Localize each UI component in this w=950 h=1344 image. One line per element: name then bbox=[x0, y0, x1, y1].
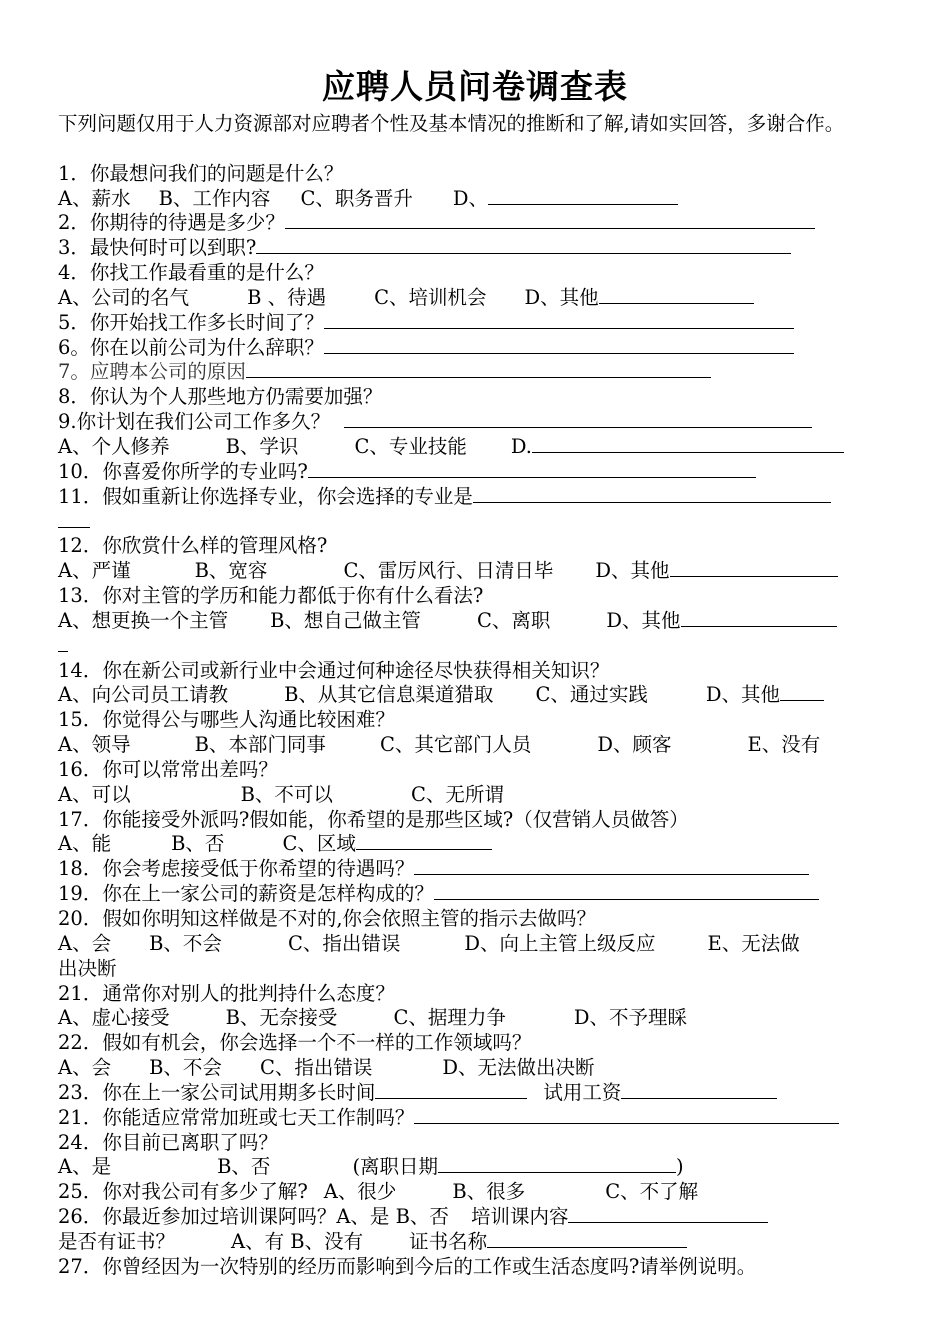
question-22: 22．假如有机会，你会选择一个不一样的工作领域吗？ bbox=[58, 1031, 532, 1055]
answer-blank[interactable] bbox=[375, 1081, 527, 1099]
question-14: 14．你在新公司或新行业中会通过何种途径尽快获得相关知识？ bbox=[58, 658, 610, 682]
question-13: 13．你对主管的学历和能力都低于你有什么看法? bbox=[58, 584, 484, 608]
question-1-options: A、薪水 B、工作内容 C、职务晋升 D、 bbox=[58, 187, 888, 212]
answer-blank[interactable] bbox=[568, 1205, 768, 1223]
answer-blank[interactable] bbox=[58, 634, 68, 652]
answer-blank[interactable] bbox=[532, 435, 844, 453]
question-21-overtime: 21．你能适应常常加班或七天工作制吗？ bbox=[58, 1106, 888, 1131]
question-4: 4．你找工作最看重的是什么？ bbox=[58, 261, 324, 285]
answer-blank[interactable] bbox=[414, 857, 809, 875]
question-11: 11．假如重新让你选择专业，你会选择的专业是 bbox=[58, 485, 888, 510]
question-17: 17．你能接受外派吗?假如能，你希望的是那些区域?（仅营销人员做答） bbox=[58, 807, 689, 831]
question-23: 23．你在上一家公司试用期多长时间 试用工资 bbox=[58, 1081, 888, 1106]
question-24: 24．你目前已离职了吗？ bbox=[58, 1130, 278, 1154]
answer-blank[interactable] bbox=[256, 236, 791, 254]
question-5: 5．你开始找工作多长时间了？ bbox=[58, 311, 888, 336]
question-21-options: A、虚心接受 B、无奈接受 C、据理力争 D、不予理睬 bbox=[58, 1006, 687, 1030]
question-13-options: A、想更换一个主管 B、想自己做主管 C、离职 D、其他 bbox=[58, 609, 888, 634]
answer-blank[interactable] bbox=[246, 360, 711, 378]
answer-blank[interactable] bbox=[356, 832, 492, 850]
question-9: 9.你计划在我们公司工作多久？ bbox=[58, 410, 888, 435]
question-25: 25．你对我公司有多少了解? A、很少 B、很多 C、不了解 bbox=[58, 1180, 699, 1204]
question-13-continued bbox=[58, 634, 888, 659]
answer-blank[interactable] bbox=[324, 336, 794, 354]
answer-blank[interactable] bbox=[414, 1106, 839, 1124]
intro-text: 下列问题仅用于人力资源部对应聘者个性及基本情况的推断和了解,请如实回答，多谢合作。 bbox=[58, 112, 845, 135]
question-26: 26．你最近参加过培训课阿吗？A、是 B、否 培训课内容 bbox=[58, 1205, 888, 1230]
question-14-options: A、向公司员工请教 B、从其它信息渠道猎取 C、通过实践 D、其他 bbox=[58, 683, 888, 708]
answer-blank[interactable] bbox=[58, 510, 90, 528]
question-6: 6。你在以前公司为什么辞职？ bbox=[58, 336, 888, 361]
answer-blank[interactable] bbox=[344, 410, 812, 428]
question-2: 2．你期待的待遇是多少？ bbox=[58, 211, 888, 236]
answer-blank[interactable] bbox=[473, 485, 831, 503]
answer-blank[interactable] bbox=[488, 187, 678, 205]
question-16: 16．你可以常常出差吗？ bbox=[58, 757, 278, 781]
question-17-options: A、能 B、否 C、区域 bbox=[58, 832, 888, 857]
question-20-continued: 出决断 bbox=[58, 956, 117, 980]
question-7: 7。应聘本公司的原因 bbox=[58, 360, 888, 385]
answer-blank[interactable] bbox=[621, 1081, 777, 1099]
question-27: 27．你曾经因为一次特别的经历而影响到今后的工作或生活态度吗?请举例说明。 bbox=[58, 1254, 757, 1278]
answer-blank[interactable] bbox=[434, 882, 819, 900]
answer-blank[interactable] bbox=[681, 609, 837, 627]
answer-blank[interactable] bbox=[438, 1155, 676, 1173]
question-12: 12．你欣赏什么样的管理风格? bbox=[58, 534, 328, 558]
answer-blank[interactable] bbox=[308, 460, 756, 478]
answer-blank[interactable] bbox=[599, 286, 754, 304]
question-11-continued bbox=[58, 510, 888, 535]
question-9-options: A、个人修养 B、学识 C、专业技能 D. bbox=[58, 435, 888, 460]
question-4-options: A、公司的名气 B 、待遇 C、培训机会 D、其他 bbox=[58, 286, 888, 311]
question-21: 21．通常你对别人的批判持什么态度？ bbox=[58, 981, 395, 1005]
question-24-options: A、是 B、否 (离职日期 ) bbox=[58, 1155, 684, 1179]
question-18: 18．你会考虑接受低于你希望的待遇吗？ bbox=[58, 857, 888, 882]
answer-blank[interactable] bbox=[670, 559, 838, 577]
question-20-options: A、会 B、不会 C、指出错误 D、向上主管上级反应 E、无法做 bbox=[58, 931, 800, 955]
page-title: 应聘人员问卷调查表 bbox=[322, 67, 628, 106]
answer-blank[interactable] bbox=[324, 311, 794, 329]
question-26-certificate: 是否有证书？ A、有 B、没有 证书名称 bbox=[58, 1230, 888, 1255]
question-12-options: A、严谨 B、宽容 C、雷厉风行、日清日毕 D、其他 bbox=[58, 559, 888, 584]
question-8: 8．你认为个人那些地方仍需要加强？ bbox=[58, 385, 383, 409]
questionnaire-body bbox=[58, 112, 888, 1280]
answer-blank[interactable] bbox=[487, 1230, 687, 1248]
question-20: 20．假如你明知这样做是不对的,你会依照主管的指示去做吗？ bbox=[58, 907, 597, 930]
question-16-options: A、可以 B、不可以 C、无所谓 bbox=[58, 782, 504, 806]
question-1: 1．你最想问我们的问题是什么？ bbox=[58, 161, 344, 185]
answer-blank[interactable] bbox=[780, 683, 824, 701]
question-15: 15．你觉得公与哪些人沟通比较困难？ bbox=[58, 708, 395, 732]
answer-blank[interactable] bbox=[285, 211, 815, 229]
question-22-options: A、会 B、不会 C、指出错误 D、无法做出决断 bbox=[58, 1056, 595, 1080]
question-10: 10．你喜爱你所学的专业吗? bbox=[58, 460, 888, 485]
question-3: 3．最快何时可以到职? bbox=[58, 236, 888, 261]
question-19: 19．你在上一家公司的薪资是怎样构成的？ bbox=[58, 882, 888, 907]
question-15-options: A、领导 B、本部门同事 C、其它部门人员 D、顾客 E、没有 bbox=[58, 733, 821, 757]
